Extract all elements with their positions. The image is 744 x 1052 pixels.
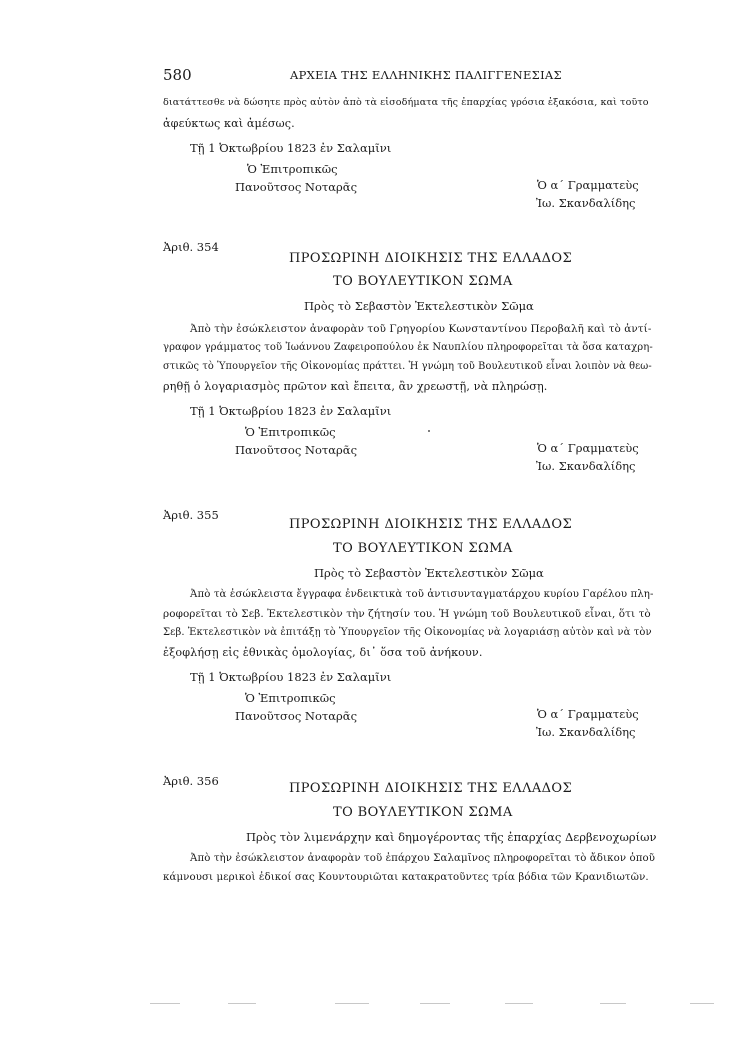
document-subtitle: ΤΟ ΒΟΥΛΕΥΤΙΚΟΝ ΣΩΜΑ [333, 274, 513, 289]
document-body-line: Ἀπὸ τὴν ἐσώκλειστον ἀναφορὰν τοῦ ἐπάρχου Σαλαμῖνος πληροφορεῖται τὸ ἄδικον ὁποῦ [190, 853, 656, 864]
continuation-committee-label: Ὁ Ἐπιτροπικῶς [247, 162, 338, 176]
document-body-line: ροφορεῖται τὸ Σεβ. Ἐκτελεστικὸν τὴν ζήτησίν του. Ἡ γνώμη τοῦ Βουλευτικοῦ εἶναι, ὅτι τὸ [163, 608, 651, 620]
scan-dash [228, 1003, 256, 1004]
scan-dash [420, 1003, 450, 1004]
scan-dash [690, 1003, 714, 1004]
document-body-line: Σεβ. Ἐκτελεστικὸν νὰ ἐπιτάξῃ τὸ Ὑπουργεῖον τῆς Οἰκονομίας νὰ λογαριάσῃ αὐτὸν καὶ νὰ τὸν [163, 627, 652, 638]
document-body-line: γραφον γράμματος τοῦ Ἰωάννου Ζαφειροπούλου ἐκ Ναυπλίου πληροφορεῖται τὰ ὅσα καταχρη- [163, 342, 653, 353]
secretary-name: Ἰω. Σκανδαλίδης [536, 459, 636, 473]
document-title: ΠΡΟΣΩΡΙΝΗ ΔΙΟΙΚΗΣΙΣ ΤΗΣ ΕΛΛΑΔΟΣ [289, 251, 573, 266]
page-number: 580 [163, 66, 192, 84]
document-addressee: Πρὸς τὸ Σεβαστὸν Ἐκτελεστικὸν Σῶμα [304, 299, 534, 313]
document-body-line: ἐξοφλήσῃ εἰς ἐθνικὰς ὁμολογίας, δι᾽ ὅσα τοῦ ἀνήκουν. [163, 646, 483, 659]
scan-dash [150, 1003, 180, 1004]
committee-name: Πανοῦτσος Νοταρᾶς [235, 443, 358, 457]
document-body-line: στικῶς τὸ Ὑπουργεῖον τῆς Οἰκονομίας πράττει. Ἡ γνώμη τοῦ Βουλευτικοῦ εἶναι λοιπὸν νὰ θεω- [163, 361, 652, 372]
scan-dash [600, 1003, 626, 1004]
document-title: ΠΡΟΣΩΡΙΝΗ ΔΙΟΙΚΗΣΙΣ ΤΗΣ ΕΛΛΑΔΟΣ [289, 517, 573, 532]
document-number: Ἀριθ. 354 [163, 240, 219, 254]
continuation-date: Τῇ 1 Ὀκτωβρίου 1823 ἐν Σαλαμῖνι [190, 141, 392, 155]
committee-name: Πανοῦτσος Νοταρᾶς [235, 709, 358, 723]
committee-label: Ὁ Ἐπιτροπικῶς [245, 425, 336, 439]
continuation-line-2: ἀφεύκτως καὶ ἀμέσως. [163, 117, 295, 130]
running-title: ΑΡΧΕΙΑ ΤΗΣ ΕΛΛΗΝΙΚΗΣ ΠΑΛΙΓΓΕΝΕΣΙΑΣ [290, 68, 562, 82]
continuation-secretary-name: Ἰω. Σκανδαλίδης [536, 196, 636, 210]
continuation-line-1: διατάττεσθε νὰ δώσητε πρὸς αὐτὸν ἀπὸ τὰ εἰσοδήματα τῆς ἐπαρχίας γρόσια ἑξακόσια, καὶ τοῦτο [163, 97, 649, 108]
document-addressee: Πρὸς τὸ Σεβαστὸν Ἐκτελεστικὸν Σῶμα [314, 566, 544, 580]
document-body-line: Ἀπὸ τὴν ἐσώκλειστον ἀναφορὰν τοῦ Γρηγορίου Κωνσταντίνου Περοβαλῆ καὶ τὸ ἀντί- [190, 323, 652, 335]
scan-dash [505, 1003, 533, 1004]
document-title: ΠΡΟΣΩΡΙΝΗ ΔΙΟΙΚΗΣΙΣ ΤΗΣ ΕΛΛΑΔΟΣ [289, 781, 573, 796]
secretary-label: Ὁ α΄ Γραμματεὺς [537, 707, 639, 721]
document-date: Τῇ 1 Ὀκτωβρίου 1823 ἐν Σαλαμῖνι [190, 404, 392, 418]
document-number: Ἀριθ. 355 [163, 508, 219, 522]
secretary-name: Ἰω. Σκανδαλίδης [536, 725, 636, 739]
document-body-line: κάμνουσι μερικοὶ ἐδικοί σας Κουντουριῶται κατακρατοῦντες τρία βόδια τῶν Κρανιδιωτῶν. [163, 872, 649, 883]
document-number: Ἀριθ. 356 [163, 774, 219, 788]
continuation-secretary-label: Ὁ α΄ Γραμματεὺς [537, 178, 639, 192]
document-body-line: ρηθῇ ὁ λογαριασμὸς πρῶτον καὶ ἔπειτα, ἂν χρεωστῇ, νὰ πληρώσῃ. [163, 380, 548, 393]
document-subtitle: ΤΟ ΒΟΥΛΕΥΤΙΚΟΝ ΣΩΜΑ [333, 541, 513, 556]
document-body-line: Ἀπὸ τὰ ἐσώκλειστα ἔγγραφα ἐνδεικτικὰ τοῦ ἀντισυνταγματάρχου κυρίου Γαρέλου πλη- [190, 589, 654, 600]
document-addressee: Πρὸς τὸν λιμενάρχην καὶ δημογέροντας τῆς ἐπαρχίας Δερβενοχωρίων [246, 830, 657, 844]
committee-label: Ὁ Ἐπιτροπικῶς [245, 691, 336, 705]
scan-speck [428, 430, 430, 432]
document-date: Τῇ 1 Ὀκτωβρίου 1823 ἐν Σαλαμῖνι [190, 670, 392, 684]
scan-dash [335, 1003, 369, 1004]
secretary-label: Ὁ α΄ Γραμματεὺς [537, 441, 639, 455]
continuation-committee-name: Πανοῦτσος Νοταρᾶς [235, 180, 358, 194]
document-subtitle: ΤΟ ΒΟΥΛΕΥΤΙΚΟΝ ΣΩΜΑ [333, 805, 513, 820]
